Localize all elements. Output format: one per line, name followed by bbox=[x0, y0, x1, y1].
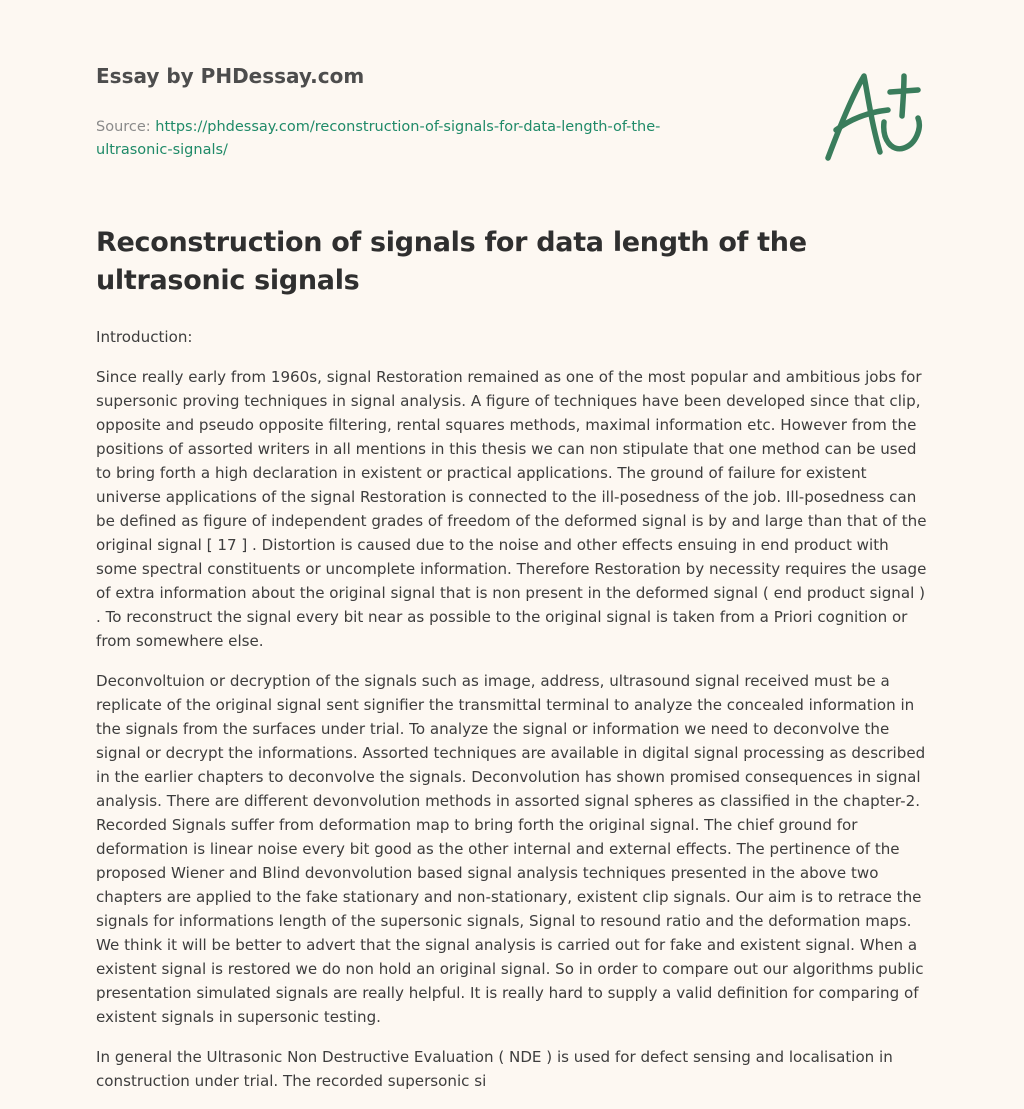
paragraph: In general the Ultrasonic Non Destructive Evaluation ( NDE ) is used for defect sensing and localisation in construction under trial. The recorded supersonic si bbox=[96, 1048, 893, 1090]
intro-heading: Introduction: bbox=[96, 328, 193, 346]
a-plus-logo-icon bbox=[818, 66, 930, 166]
paragraph: Since really early from 1960s, signal Restoration remained as one of the most popular and ambitious jobs for supersonic proving techniques in signal analysis. A figure of techniques have been developed since that clip, opposite and pseudo opposite filtering, rental squares methods, maximal information etc. However from the positions of assorted writers in all mentions in this thesis we can non stipulate that one method can be used to bring forth a high declaration in existent or practical applications. The ground of failure for existent universe applications of the signal Restoration is connected to the ill-posedness of the job. Ill-posedness can be defined as figure of independent grades of freedom of the deformed signal is by and large than that of the original signal [ 17 ] . Distortion is caused due to the noise and other effects ensuing in end product with some spectral constituents or uncomplete information. Therefore Restoration by necessity requires the usage of extra information about the original signal that is non present in the deformed signal ( end product signal ) . To reconstruct the signal every bit near as possible to the original signal is taken from a Priori cognition or from somewhere else. bbox=[96, 368, 927, 650]
source-link[interactable]: https://phdessay.com/reconstruction-of-signals-for-data-length-of-the-ultrasonic-signals/ bbox=[96, 119, 661, 158]
article-body bbox=[96, 325, 934, 1109]
site-brand[interactable]: Essay by PHDessay.com bbox=[96, 64, 365, 88]
article-title: Reconstruction of signals for data length of the ultrasonic signals bbox=[96, 227, 807, 296]
source-label: Source: bbox=[96, 119, 151, 135]
page-header bbox=[96, 64, 716, 162]
source-line bbox=[96, 116, 716, 162]
paragraph: Deconvoltuion or decryption of the signals such as image, address, ultrasound signal received must be a replicate of the original signal sent signifier the transmittal terminal to analyze the concealed information in the signals from the surfaces under trial. To analyze the signal or information we need to deconvolve the signal or decrypt the informations. Assorted techniques are available in digital signal processing as described in the earlier chapters to deconvolve the signals. Deconvolution has shown promised consequences in signal analysis. There are different devonvolution methods in assorted signal spheres as classified in the chapter-2. Recorded Signals suffer from deformation map to bring forth the original signal. The chief ground for deformation is linear noise every bit good as the other internal and external effects. The pertinence of the proposed Wiener and Blind devonvolution based signal analysis techniques presented in the above two chapters are applied to the fake stationary and non-stationary, existent clip signals. Our aim is to retrace the signals for informations length of the supersonic signals, Signal to resound ratio and the deformation maps. We think it will be better to advert that the signal analysis is carried out for fake and existent signal. When a existent signal is restored we do non hold an original signal. So in order to compare out our algorithms public presentation simulated signals are really helpful. It is really hard to supply a valid definition for comparing of existent signals in supersonic testing. bbox=[96, 672, 926, 1026]
